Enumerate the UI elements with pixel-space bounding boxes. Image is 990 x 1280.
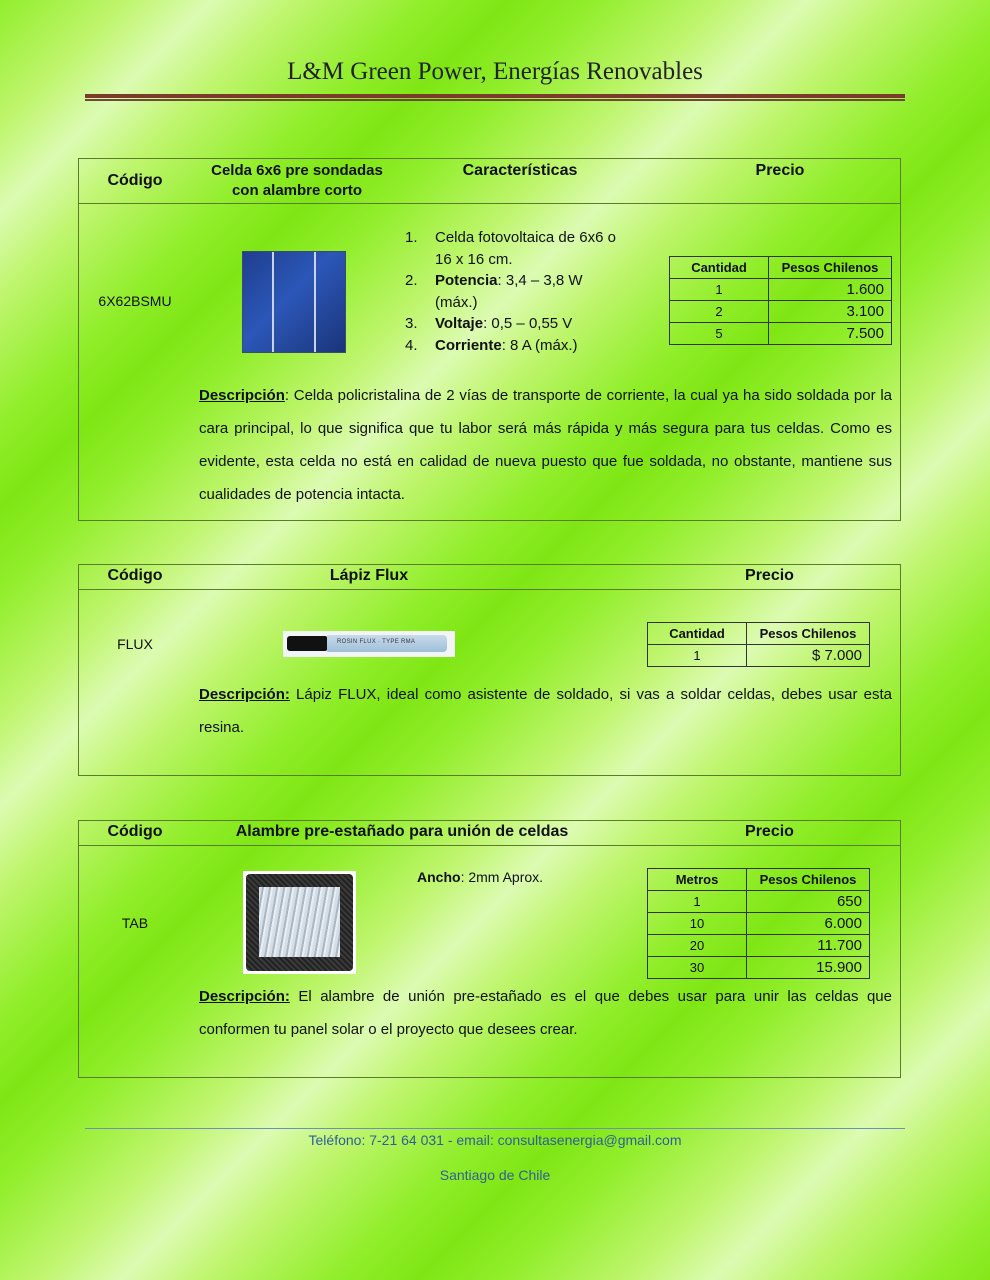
code-header: Código bbox=[107, 823, 163, 840]
characteristic-item: 3. Voltaje: 0,5 – 0,55 V bbox=[405, 315, 573, 332]
product-description: Descripción: El alambre de unión pre-estañado es el que debes usar para unir las celdas que conformen tu panel solar o el proyecto que desees crear. bbox=[199, 988, 892, 1038]
code-header: Código bbox=[107, 172, 163, 189]
product-card-flux-pen bbox=[78, 564, 901, 776]
product-name-header: Lápiz Flux bbox=[329, 567, 409, 584]
product-name-header: Celda 6x6 pre sondadas con alambre corto bbox=[211, 162, 383, 199]
characteristics-header: Características bbox=[462, 162, 578, 179]
table-row: 2 3.100 bbox=[670, 301, 892, 323]
product-header-divider bbox=[79, 589, 900, 590]
product-card-solar-cell bbox=[78, 158, 901, 521]
solar-cell-image bbox=[242, 251, 346, 353]
flux-pen-image bbox=[283, 631, 455, 657]
meters-column-header: Metros bbox=[648, 869, 747, 891]
header-rule bbox=[85, 94, 905, 98]
solar-cell-busbar-icon bbox=[243, 252, 345, 352]
header-rule-secondary bbox=[85, 99, 905, 101]
quantity-column-header: Cantidad bbox=[670, 257, 769, 279]
footer-city: Santiago de Chile bbox=[439, 1167, 551, 1183]
code-header: Código bbox=[107, 567, 163, 584]
product-name-header: Alambre pre-estañado para unión de celdas bbox=[235, 823, 569, 840]
table-row: 30 15.900 bbox=[648, 957, 870, 979]
product-card-tab-wire bbox=[78, 820, 901, 1078]
table-row: 10 6.000 bbox=[648, 913, 870, 935]
price-table bbox=[669, 256, 892, 345]
product-description: Descripción: Lápiz FLUX, ideal como asistente de soldado, si vas a soldar celdas, debes usar esta resina. bbox=[199, 686, 892, 736]
characteristic-item: 1. Celda fotovoltaica de 6x6 o 16 x 16 cm. bbox=[405, 229, 616, 268]
product-code: FLUX bbox=[117, 636, 153, 652]
table-row: 5 7.500 bbox=[670, 323, 892, 345]
document-title: L&M Green Power, Energías Renovables bbox=[287, 58, 703, 85]
price-table bbox=[647, 622, 870, 667]
product-header-divider bbox=[79, 203, 900, 204]
characteristics-list bbox=[405, 227, 627, 356]
price-column-header: Pesos Chilenos bbox=[747, 869, 870, 891]
price-header: Precio bbox=[745, 823, 794, 840]
characteristic-item: 2. Potencia: 3,4 – 3,8 W (máx.) bbox=[405, 272, 583, 311]
table-row: 1 1.600 bbox=[670, 279, 892, 301]
price-header: Precio bbox=[755, 162, 805, 179]
price-column-header: Pesos Chilenos bbox=[769, 257, 892, 279]
footer-contact: Teléfono: 7-21 64 031 - email: consultasenergia@gmail.com bbox=[308, 1132, 682, 1148]
price-header: Precio bbox=[745, 567, 794, 584]
product-code: TAB bbox=[121, 915, 149, 931]
table-row: 20 11.700 bbox=[648, 935, 870, 957]
pen-label: ROSIN FLUX · TYPE RMA bbox=[337, 639, 416, 645]
wire-spool-icon bbox=[259, 887, 340, 957]
price-column-header: Pesos Chilenos bbox=[747, 623, 870, 645]
quantity-column-header: Cantidad bbox=[648, 623, 747, 645]
table-row: 1 $ 7.000 bbox=[648, 645, 870, 667]
footer-rule bbox=[85, 1128, 905, 1129]
spec-width: Ancho: 2mm Aprox. bbox=[417, 869, 544, 885]
tab-wire-image bbox=[243, 871, 356, 974]
product-header-divider bbox=[79, 845, 900, 846]
product-code: 6X62BSMU bbox=[98, 293, 172, 309]
table-row: 1 650 bbox=[648, 891, 870, 913]
characteristic-item: 4. Corriente: 8 A (máx.) bbox=[405, 336, 578, 354]
price-table bbox=[647, 868, 870, 979]
pen-cap-icon bbox=[287, 636, 327, 651]
product-description: Descripción: Celda policristalina de 2 vías de transporte de corriente, la cual ya ha sido soldada por la cara principal, lo que significa que tu labor será más rápida y más segura para tus celdas. Como es evidente, esta celda no está en calidad de nueva puesto que fue soldada, no obstante, mantiene sus cualidades de potencia intacta. bbox=[199, 387, 892, 503]
